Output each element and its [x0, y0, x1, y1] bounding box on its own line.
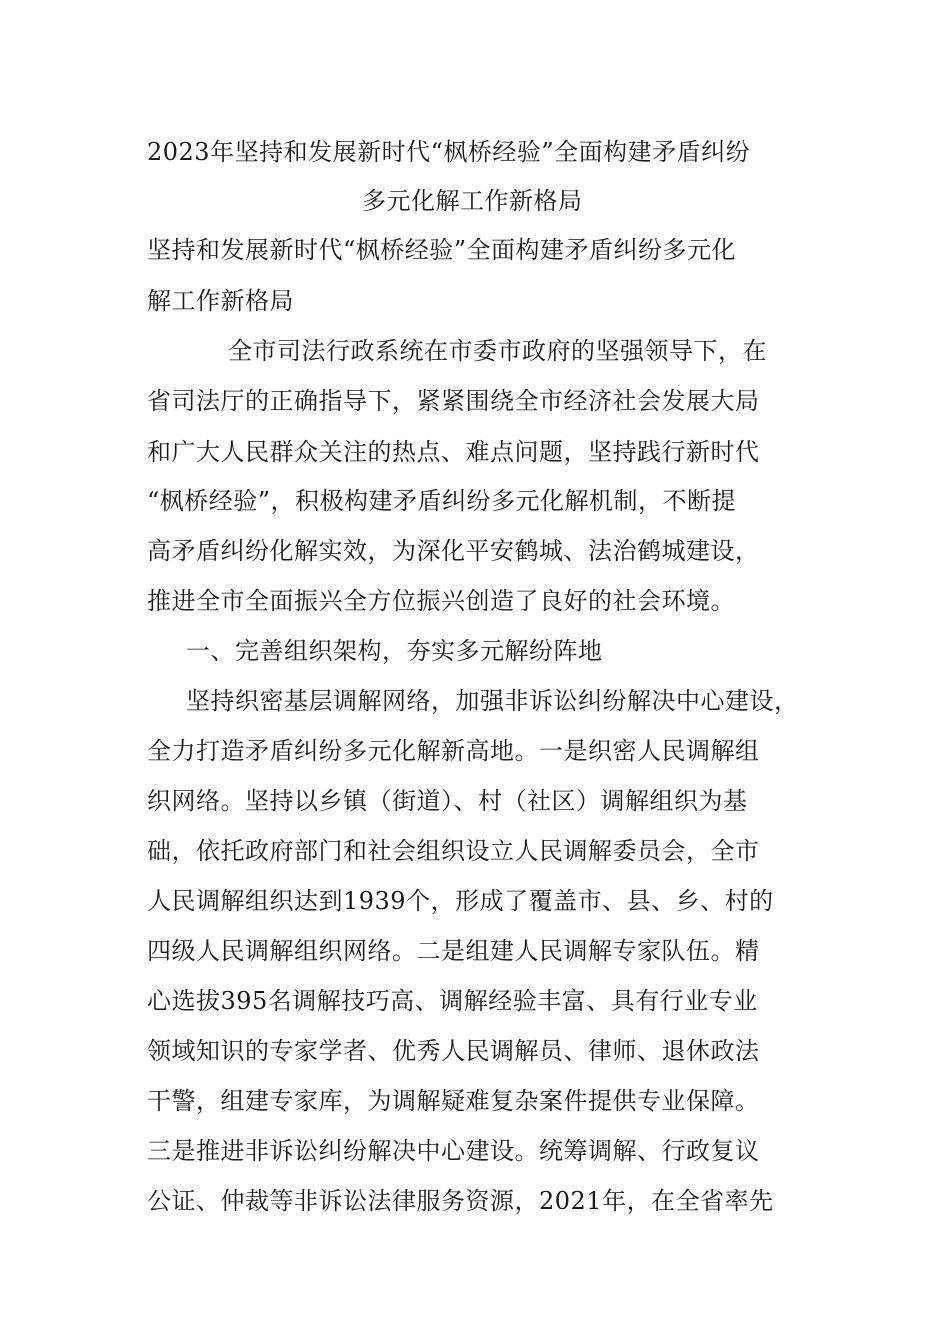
body-line: 心选拔395名调解技巧高、调解经验丰富、具有行业专业 [147, 987, 758, 1015]
intro-line: 全市司法行政系统在市委市政府的坚强领导下，在 [228, 337, 767, 365]
intro-line: 和广大人民群众关注的热点、难点问题，坚持践行新时代 [147, 438, 760, 466]
section-heading: 一、完善组织架构，夯实多元解纷阵地 [186, 637, 603, 665]
subtitle-line-2: 解工作新格局 [147, 287, 294, 315]
body-line: 人民调解组织达到1939个，形成了覆盖市、县、乡、村的 [147, 887, 774, 915]
intro-line: 高矛盾纠纷化解实效，为深化平安鹤城、法治鹤城建设， [147, 537, 760, 565]
title-line-1: 2023年坚持和发展新时代“枫桥经验”全面构建矛盾纠纷 [147, 138, 751, 166]
body-line: 全力打造矛盾纠纷多元化解新高地。一是织密人民调解组 [147, 737, 760, 765]
intro-line: 省司法厅的正确指导下，紧紧围绕全市经济社会发展大局 [147, 387, 760, 415]
title-line-2: 多元化解工作新格局 [362, 187, 583, 215]
subtitle-line-1: 坚持和发展新时代“枫桥经验”全面构建矛盾纠纷多元化 [147, 236, 737, 264]
body-line: 四级人民调解组织网络。二是组建人民调解专家队伍。精 [147, 937, 760, 965]
intro-line: 推进全市全面振兴全方位振兴创造了良好的社会环境。 [147, 587, 735, 615]
body-line: 坚持织密基层调解网络，加强非诉讼纠纷解决中心建设， [186, 687, 799, 715]
intro-line: “枫桥经验”，积极构建矛盾纠纷多元化解机制，不断提 [147, 487, 737, 515]
body-line: 公证、仲裁等非诉讼法律服务资源，2021年，在全省率先 [147, 1187, 774, 1215]
body-line: 干警，组建专家库，为调解疑难复杂案件提供专业保障。 [147, 1087, 760, 1115]
body-line: 础，依托政府部门和社会组织设立人民调解委员会，全市 [147, 837, 760, 865]
body-line: 织网络。坚持以乡镇（街道）、村（社区）调解组织为基 [147, 787, 748, 815]
body-line: 三是推进非诉讼纠纷解决中心建设。统筹调解、行政复议 [147, 1137, 760, 1165]
body-line: 领域知识的专家学者、优秀人民调解员、律师、退休政法 [147, 1037, 760, 1065]
